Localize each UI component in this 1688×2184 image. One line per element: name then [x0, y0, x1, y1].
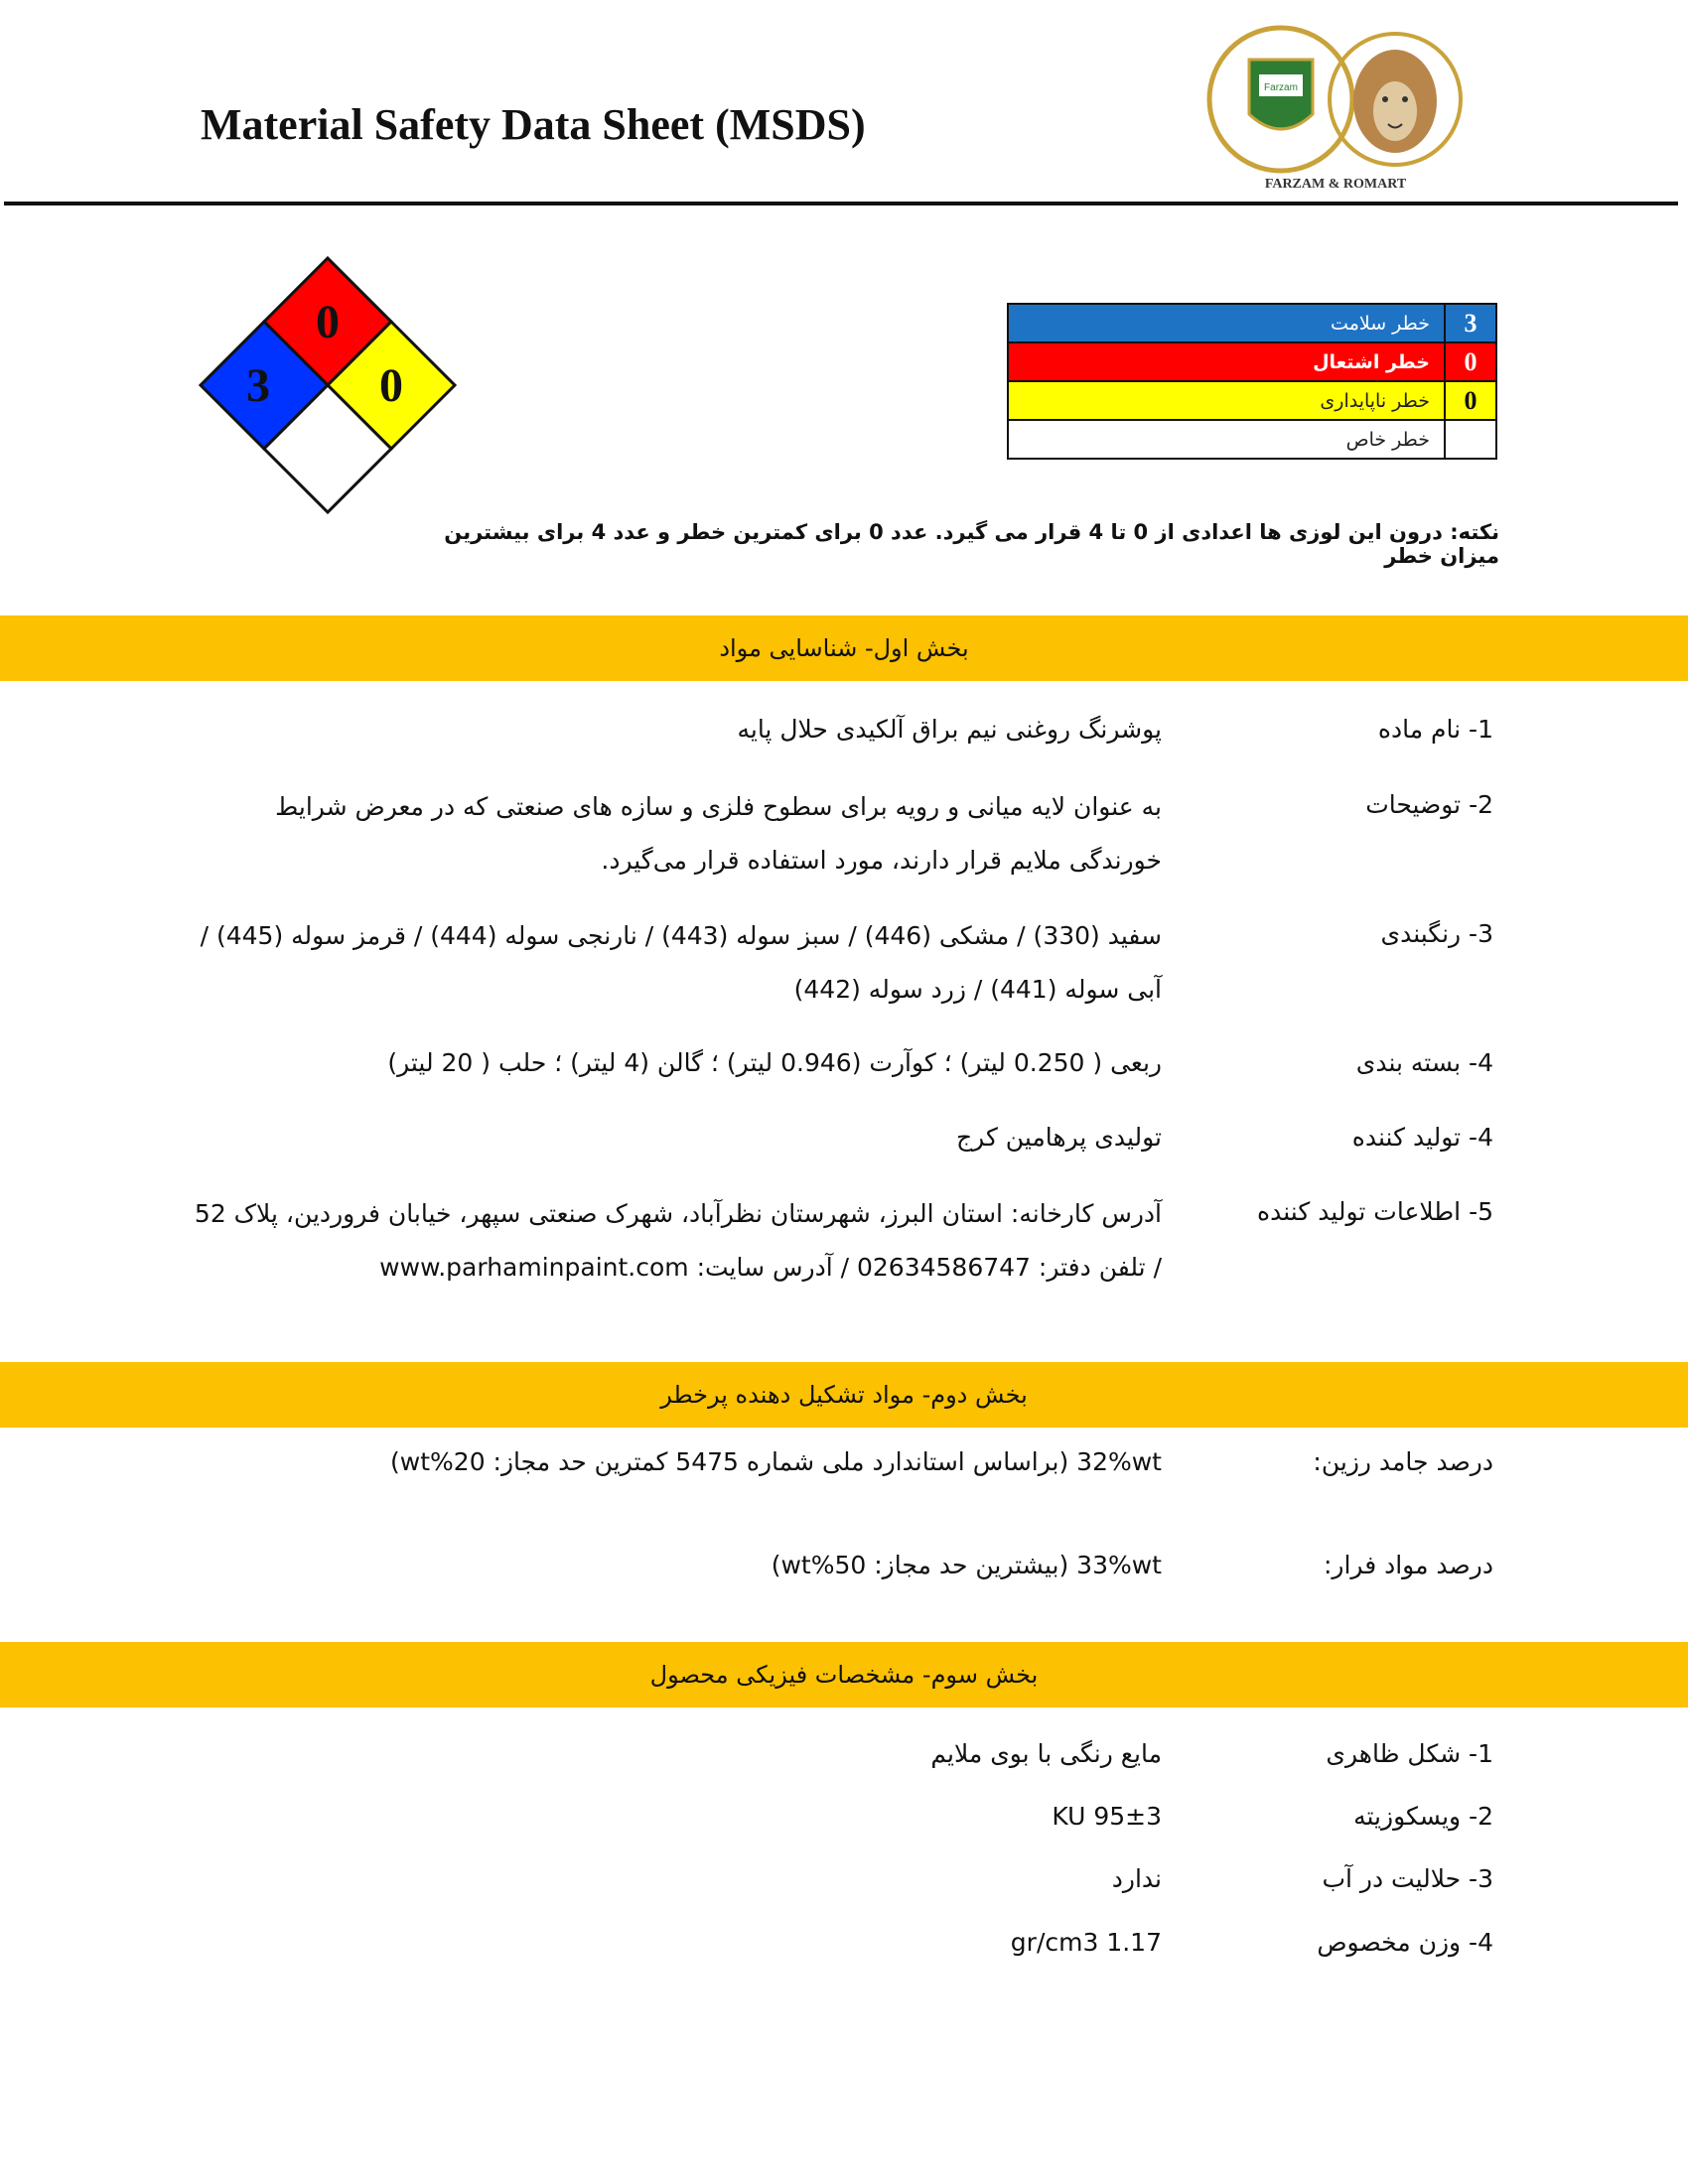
hazard-row-flammability: [1008, 342, 1496, 381]
hazard-label: خطر سلامت: [1008, 304, 1445, 342]
row-value: تولیدی پرهامین کرج: [956, 1123, 1162, 1152]
row-label: 4- تولید کننده: [1351, 1123, 1493, 1152]
row-value: مایع رنگی با بوی ملایم: [930, 1739, 1162, 1768]
row-value: ربعی ( 0.250 لیتر) ؛ کوآرت (0.946 لیتر) ؛ گالن (4 لیتر) ؛ حلب ( 20 لیتر): [387, 1048, 1162, 1077]
row-label: 1- شکل ظاهری: [1326, 1739, 1493, 1768]
row-value: 1.17 gr/cm3: [1010, 1928, 1162, 1957]
section3-heading: بخش سوم- مشخصات فیزیکی محصول: [0, 1642, 1688, 1707]
row-value: سفید (330) / مشکی (446) / سبز سوله (443) / نارنجی سوله (444) / قرمز سوله (445) / آبی سوله (441) / زرد سوله (442): [200, 921, 1162, 1004]
hazard-label: خطر ناپایداری: [1008, 381, 1445, 420]
row-label: 2- توضیحات: [1365, 790, 1493, 819]
hazard-value: 3: [1445, 304, 1496, 342]
hazard-label: خطر خاص: [1008, 420, 1445, 459]
row-label: 5- اطلاعات تولید کننده: [1257, 1197, 1493, 1226]
row-label: 4- بسته بندی: [1355, 1048, 1493, 1077]
row-label: 3- حلالیت در آب: [1322, 1864, 1493, 1893]
row-label: 1- نام ماده: [1377, 715, 1493, 744]
row-label: 3- رنگبندی: [1380, 919, 1493, 948]
row-value: به عنوان لایه میانی و رویه برای سطوح فلزی و سازه های صنعتی که در معرض شرایط خورندگی ملایم قرار دارند، مورد استفاده قرار می‌گیرد.: [275, 792, 1162, 875]
logo-caption: FARZAM & ROMART: [1264, 177, 1407, 192]
instability-value: 0: [379, 359, 403, 412]
flammability-value: 0: [316, 296, 340, 348]
logo-badge-text: Farzam: [1264, 82, 1298, 93]
hazard-row-instability: [1008, 381, 1496, 420]
hazard-row-health: [1008, 304, 1496, 342]
hazard-row-special: [1008, 420, 1496, 459]
row-value: 95±3 KU: [1052, 1802, 1162, 1831]
row-label: درصد جامد رزین:: [1313, 1447, 1493, 1476]
row-value: 32%wt (براساس استاندارد ملی شماره 5475 کمترین حد مجاز: 20%wt): [390, 1447, 1162, 1476]
row-label: درصد مواد فرار:: [1323, 1551, 1493, 1579]
hazard-note: نکته: درون این لوزی ها اعدادی از 0 تا 4 قرار می گیرد. عدد 0 برای کمترین خطر و عدد 4 برای بیشترین میزان خطر: [444, 520, 1499, 568]
hazard-legend-table: [1007, 303, 1497, 460]
row-label: 2- ویسکوزیته: [1353, 1802, 1493, 1831]
page-title: Material Safety Data Sheet (MSDS): [201, 100, 866, 149]
hazard-label: خطر اشتعال: [1008, 342, 1445, 381]
nfpa-diamond: [199, 256, 457, 514]
section1-heading: بخش اول- شناسایی مواد: [0, 615, 1688, 681]
hazard-value: 0: [1445, 342, 1496, 381]
header-divider: [4, 202, 1678, 205]
row-value: پوشرنگ روغنی نیم براق آلکیدی حلال پایه: [737, 715, 1162, 744]
section2-heading: بخش دوم- مواد تشکیل دهنده پرخطر: [0, 1362, 1688, 1428]
row-value: 33%wt (بیشترین حد مجاز: 50%wt): [771, 1551, 1162, 1579]
row-value: ندارد: [1111, 1864, 1162, 1893]
hazard-value: [1445, 420, 1496, 459]
hazard-value: 0: [1445, 381, 1496, 420]
company-logo: [1201, 20, 1470, 199]
health-value: 3: [246, 359, 270, 412]
row-label: 4- وزن مخصوص: [1317, 1928, 1493, 1957]
row-value: آدرس کارخانه: استان البرز، شهرستان نظرآباد، شهرک صنعتی سپهر، خیابان فروردین، پلاک 52 / تلفن دفتر: 02634586747 / آدرس سایت: www.parhaminpaint.com: [194, 1199, 1162, 1282]
